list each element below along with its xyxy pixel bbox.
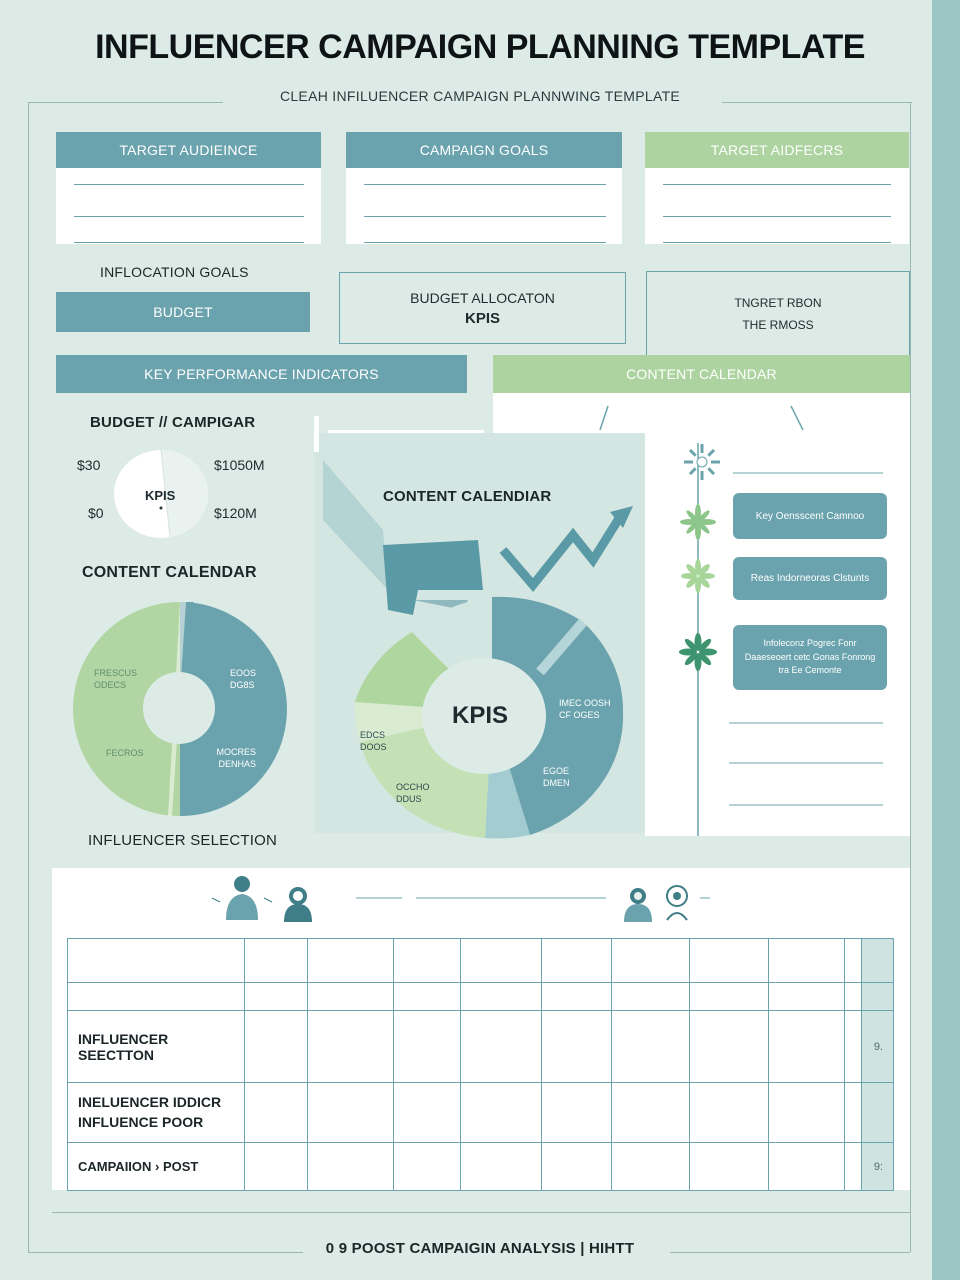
calendar-pill-3[interactable]: Infoleconz Pogrec Fonr Daaeseoert cetc Gonas Fonrong tra Ee Cemonte (733, 625, 887, 690)
kpi-bar[interactable]: KEY PERFORMANCE INDICATORS (56, 355, 467, 393)
kpis-donut-center: KPIS (452, 702, 509, 729)
right-edge-strip (932, 0, 960, 1280)
calendar-pill-2[interactable]: Reas Indorneoras Clstunts (733, 557, 887, 600)
content-calendar-bar[interactable]: CONTENT CALENDAR (493, 355, 910, 393)
table-row: CAMPAIION › POST 9: (68, 1143, 894, 1191)
target-region-box[interactable] (646, 271, 910, 356)
table-row (68, 983, 894, 1011)
avatar-3-icon (624, 888, 652, 922)
target-aidfecrs-card[interactable] (645, 132, 909, 244)
pie-left-label-3: FECROS (106, 748, 144, 758)
flower-marker-3-icon (680, 558, 716, 594)
page-title: INFLUENCER CAMPAIGN PLANNING TEMPLATE (95, 28, 865, 66)
frame-top-left (28, 102, 223, 103)
flower-marker-1-icon (680, 440, 724, 484)
budget-allocation-line1: BUDGET ALLOCATON (410, 289, 555, 306)
center-panel-bracket (314, 416, 319, 452)
influencer-table (67, 938, 894, 1191)
budget-bar[interactable]: BUDGET (56, 292, 310, 332)
target-region-line1: TNGRET RBON (734, 295, 822, 310)
influencer-avatars (210, 872, 710, 928)
avatar-2-icon (284, 887, 312, 922)
row-label-campaign-post: CAMPAIION › POST (68, 1143, 245, 1191)
page-subtitle: CLEAH INFILUENCER CAMPAIGN PLANNWING TEMPLATE (279, 88, 681, 104)
budget-right-top: $1050M (214, 457, 265, 473)
footer-post-campaign-analysis: 0 9 POOST CAMPAIGIN ANALYSIS | HIHTT (325, 1240, 635, 1257)
target-audience-card[interactable] (56, 132, 321, 244)
budget-allocation-box[interactable] (339, 272, 626, 344)
campaign-goals-card[interactable] (346, 132, 622, 244)
table-row (68, 1083, 894, 1143)
donut-label-2: EDCS DOOS (360, 730, 387, 752)
flower-marker-4-icon (678, 632, 718, 672)
table-row (68, 939, 894, 983)
budget-allocation-line2: KPIS (464, 309, 500, 327)
budget-pie-center: KPIS (145, 488, 176, 503)
flower-marker-2-icon (680, 504, 716, 540)
inflocation-goals-label: INFLOCATION GOALS (100, 264, 249, 280)
left-pie-chart (68, 598, 290, 820)
target-region-line2: THE RMOSS (742, 317, 814, 332)
frame-left (28, 102, 29, 1252)
donut-label-1: IMEC OOSH CF OGES (559, 698, 611, 720)
row-label-influencer-iddicr: INELUENCER IDDICR INFLUENCE POOR (68, 1083, 245, 1143)
donut-label-3: OCCHO DDUS (396, 782, 430, 804)
pie-left-label-2: EOOS DG8S (230, 668, 257, 690)
center-panel-topline (328, 430, 484, 433)
frame-inner-bottom (52, 1212, 910, 1213)
avatar-4-icon (667, 886, 687, 920)
calendar-pill-1[interactable]: Key Oensscent Camnoo (733, 493, 887, 539)
pie-left-label-4: MOCRES DENHAS (216, 747, 256, 769)
budget-left-top: $30 (77, 457, 101, 473)
frame-top-right (722, 102, 912, 103)
center-panel-title: CONTENT CALENDIAR (383, 488, 552, 505)
influencer-selection-label: INFLUENCER SELECTION (88, 832, 278, 849)
target-aidfecrs-header: TARGET AIDFECRS (645, 132, 909, 168)
donut-label-4: EGOE DMEN (543, 766, 570, 788)
target-audience-header: TARGET AUDIEINCE (56, 132, 321, 168)
budget-left-bottom: $0 (88, 505, 104, 521)
pie-left-label-1: FRESCUS ODECS (94, 668, 138, 690)
row-label-influencer-selection: INFLUENCER SEECTTON (68, 1011, 245, 1083)
table-row: INFLUENCER SEECTTON 9. (68, 1011, 894, 1083)
avatar-1-icon (212, 876, 272, 920)
budget-right-bottom: $120M (214, 505, 257, 521)
campaign-goals-header: CAMPAIGN GOALS (346, 132, 622, 168)
budget-campaign-title: BUDGET // CAMPIGAR (90, 414, 256, 431)
content-calendar-label: CONTENT CALENDAR (82, 564, 257, 581)
